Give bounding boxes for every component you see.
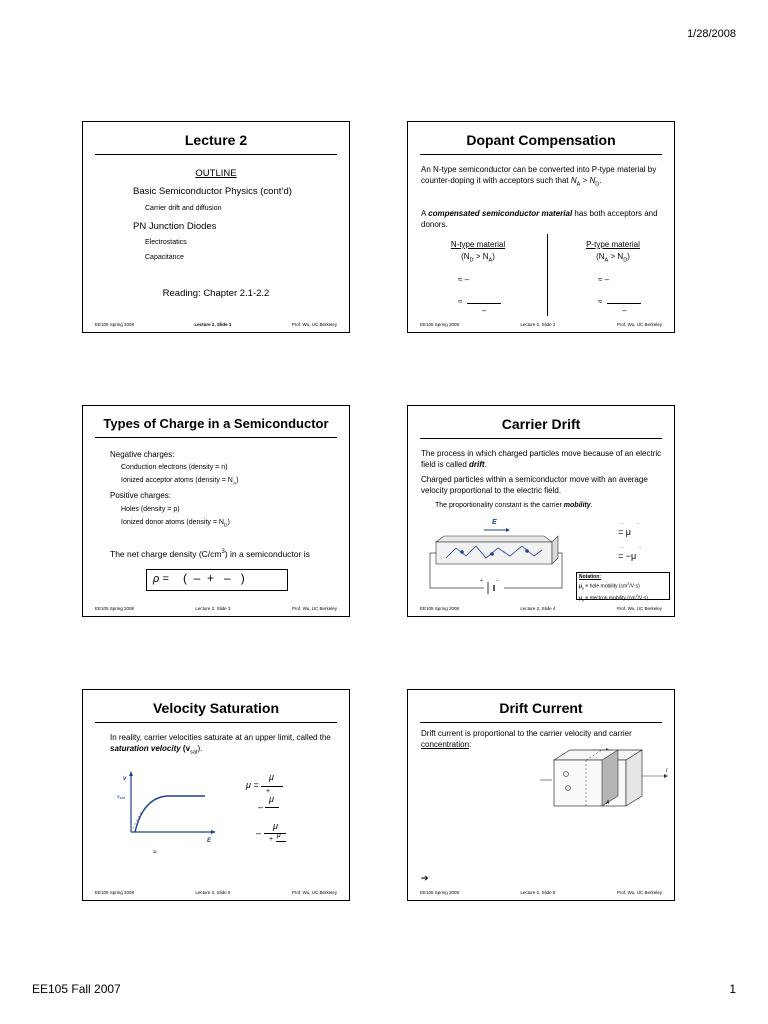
fraction-numerator: μ [269, 772, 274, 782]
rho-symbol: ρ = [153, 573, 169, 585]
p-type-heading: P-type material [586, 240, 640, 249]
footer-course: EE105 Spring 2008 [95, 890, 135, 895]
outline-subitem: Carrier drift and diffusion [145, 205, 222, 212]
footer-author: Prof. Wu, UC Berkeley [616, 890, 662, 895]
charge-category: Positive charges: [110, 491, 171, 500]
footer-slide-number: Lecture 2, Slide 4 [520, 606, 556, 611]
e-axis-label: E [207, 838, 212, 844]
outline-item: PN Junction Diodes [133, 221, 217, 232]
paragraph: In reality, carrier velocities saturate at an upper limit, called the saturation velocity $(v_{sat})$. [110, 733, 331, 756]
area-label: A [606, 800, 610, 806]
footer-slide-number: Lecture 2, Slide 1 [194, 322, 232, 327]
slide-title: Dopant Compensation [420, 132, 662, 155]
slide-title: Drift Current [420, 700, 662, 723]
slide-lecture-2 [82, 121, 350, 333]
slide-footer [420, 606, 662, 611]
notation-hole-mobility: $\mu_p$ ≡ hole mobility $(cm^2/V\cdot s)$ [579, 582, 640, 591]
charge-item: Ionized donor atoms (density = $N_D$) [121, 519, 230, 529]
footer-slide-number: Lecture 2, Slide 3 [195, 606, 231, 611]
footer-author: Prof. Wu, UC Berkeley [291, 890, 337, 895]
paragraph: A compensated semiconductor material has both acceptors and donors. [421, 209, 658, 229]
footer-course: EE105 Spring 2008 [420, 606, 460, 611]
fraction-denominator: – [622, 306, 627, 315]
charge-category: Negative charges: [110, 450, 175, 459]
column-divider [547, 234, 548, 316]
e-field-label: E [492, 519, 497, 526]
formula-box [146, 569, 288, 591]
footer-author: Prof. Wu, UC Berkeley [616, 606, 662, 611]
paragraph: Charged particles within a semiconductor move with an average velocity proportional to the electric field. [421, 475, 648, 495]
slide-footer [95, 322, 337, 327]
drift-current-cube-diagram [538, 742, 673, 812]
p-type-condition: $(N_A > N_D)$ [596, 252, 630, 264]
fraction-bar [276, 841, 286, 842]
fraction-plus: + [266, 788, 271, 795]
outline-subitem: Electrostatics [145, 239, 187, 246]
notation-heading: Notation: [579, 574, 601, 580]
fraction-bar [264, 833, 286, 834]
fraction-bar [265, 807, 279, 808]
fraction-numerator: μ [277, 832, 281, 839]
n-type-heading: N-type material [450, 240, 506, 249]
page-footer-course: EE105 Fall 2007 [32, 982, 121, 996]
slide-footer [420, 322, 662, 327]
slide-carrier-drift: Carrier Drift The process in which charged particles move because of an electric field is called drift. Charged particles within a semiconductor move with an average velocity proportional to the electric field. The proportionality constant is the carrier mobility. E + − → → = μ → → = −μ Notation: $\mu_p$ ≡ hole mobility $(cm^2/V\cdot s)$ $\mu_n$ ≡ electron mobility $(cm^2/V\cdot s)$ EE105 Spring 2008 Lecture 2, Slide 4 Prof. Wu, UC Berkeley [407, 405, 675, 617]
slide-footer [95, 606, 337, 611]
page-number: 1 [729, 982, 736, 996]
slide-title: Lecture 2 [95, 132, 337, 155]
outline-subitem: Capacitance [145, 254, 184, 261]
slide-title: Types of Charge in a Semiconductor [95, 416, 337, 438]
charge-item: Ionized acceptor atoms (density = $N_A$) [121, 477, 239, 487]
footer-author: Prof. Wu, UC Berkeley [291, 606, 337, 611]
outline-item: Basic Semiconductor Physics (cont’d) [133, 186, 292, 197]
slide-velocity-saturation [82, 689, 350, 901]
approx-equation: ≈ [458, 297, 463, 306]
velocity-vs-field-plot [117, 770, 217, 856]
paragraph: The process in which charged particles move because of an electric field is called drift. [421, 449, 662, 469]
approx-equation: ≈ [598, 297, 603, 306]
footer-slide-number: Lecture 2, Slide 6 [520, 890, 556, 895]
footer-slide-number: Lecture 2, Slide 2 [520, 322, 556, 327]
page-date: 1/28/2008 [687, 28, 736, 40]
approx-equation: ≈ – [598, 275, 610, 284]
fraction-bar [261, 786, 283, 787]
semiconductor-bar-top [436, 536, 552, 542]
slide-footer [95, 890, 337, 895]
slide-footer [420, 890, 662, 895]
net-charge-text: The net charge density $(C/cm^3)$ in a semiconductor is [110, 548, 310, 559]
charge-formula: ( – + – ) [183, 571, 245, 585]
approx-label: ≈ [153, 849, 157, 856]
charge-item: Holes (density = p) [121, 506, 180, 513]
v-axis-label: v [123, 776, 127, 782]
reading-note: Reading: Chapter 2.1-2.2 [162, 288, 270, 299]
electron-velocity-equation: = −μ [618, 551, 637, 561]
fraction-denominator: – [482, 306, 487, 315]
paragraph: The proportionality constant is the carrier mobility. [435, 502, 593, 509]
fraction-minus: – [256, 828, 262, 838]
fraction-minus: – [258, 802, 264, 812]
footer-course: EE105 Spring 2008 [95, 606, 135, 611]
fraction-numerator: μ [269, 794, 274, 804]
footer-slide-number: Lecture 2, Slide 5 [195, 890, 231, 895]
approx-equation: ≈ – [458, 275, 470, 284]
slide-drift-current [407, 689, 675, 901]
drift-diagram [422, 516, 567, 600]
notation-box [576, 572, 670, 603]
paragraph: An N-type semiconductor can be converted into P-type material by counter-doping it with acceptors such that $N_A > N_D$. [421, 165, 657, 188]
charge-item: Conduction electrons (density = n) [121, 464, 228, 471]
footer-author: Prof. Wu, UC Berkeley [616, 322, 662, 327]
velocity-curve [135, 796, 205, 832]
fraction-bar [607, 303, 641, 304]
notation-electron-mobility: $\mu_n$ ≡ electron mobility $(cm^2/V\cdot s)$ [579, 593, 649, 603]
n-type-condition: $(N_D > N_A)$ [461, 252, 495, 264]
slide-title: Carrier Drift [420, 416, 662, 439]
current-label: I [666, 768, 668, 774]
arrow-icon: ➔ [421, 873, 429, 883]
fraction-plus: + [269, 836, 274, 843]
fraction-numerator: μ [273, 821, 278, 831]
slide-types-of-charge [82, 405, 350, 617]
mu-equation: μ = [246, 780, 259, 790]
slide-dopant-compensation [407, 121, 675, 333]
fraction-bar [467, 303, 501, 304]
semiconductor-bar [436, 542, 552, 564]
footer-author: Prof. Wu, UC Berkeley [291, 322, 337, 327]
svg-text:+: + [480, 578, 483, 584]
cross-section-area [602, 750, 618, 806]
footer-course: EE105 Spring 2008 [420, 322, 460, 327]
slide-title: Velocity Saturation [95, 700, 337, 723]
vsat-label: $v_{sat}$ [117, 794, 125, 800]
paragraph: Drift current is proportional to the carrier velocity and carrier concentration: [421, 729, 632, 749]
svg-text:−: − [496, 578, 499, 584]
footer-course: EE105 Spring 2008 [420, 890, 460, 895]
hole-velocity-equation: = μ [618, 527, 631, 537]
footer-course: EE105 Spring 2008 [95, 322, 135, 327]
outline-heading: OUTLINE [195, 168, 237, 179]
